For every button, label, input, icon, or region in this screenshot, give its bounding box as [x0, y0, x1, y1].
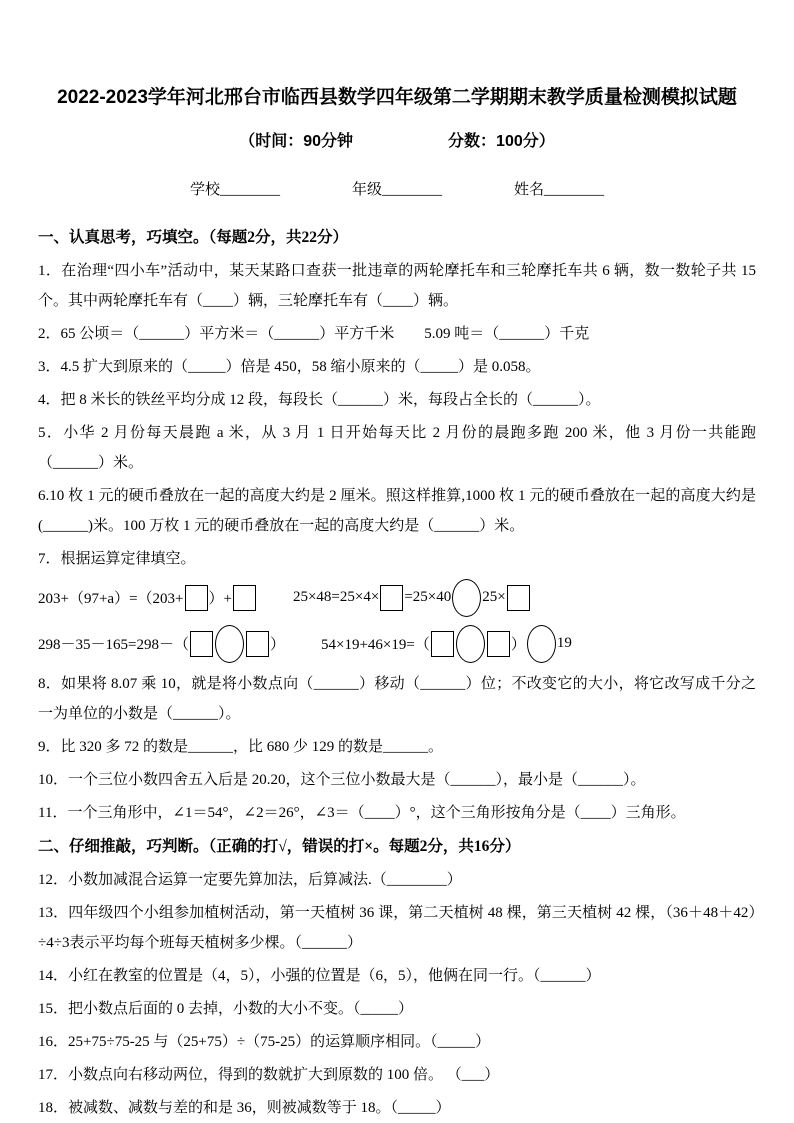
answer-box — [431, 631, 454, 657]
answer-box — [185, 585, 208, 611]
question-17: 17．小数点向右移动两位，得到的数就扩大到原数的 100 倍。 （___） — [38, 1066, 500, 1083]
question-12: 12．小数加减混合运算一定要先算加法，后算减法.（________） — [38, 871, 462, 888]
section-one-title: 一、认真思考，巧填空。（每题2分，共22分） — [38, 228, 349, 246]
exam-meta-line — [38, 128, 756, 151]
question-16: 16．25+75÷75-25 与（25+75）÷（75-25）的运算顺序相同。（_____） — [38, 1033, 491, 1050]
answer-box — [190, 631, 213, 657]
formula-row-2 — [38, 622, 756, 666]
page-title: 2022-2023学年河北邢台市临西县数学四年级第二学期期末教学质量检测模拟试题 — [57, 87, 737, 108]
section-two-title: 二、仔细推敲，巧判断。（正确的打√，错误的打×。每题2分，共16分） — [38, 837, 521, 855]
question-4: 4．把 8 米长的铁丝平均分成 12 段，每段长（______）米，每段占全长的（______）。 — [38, 391, 601, 408]
question-6: 6.10 枚 1 元的硬币叠放在一起的高度大约是 2 厘米。照这样推算,1000 枚 1 元的硬币叠放在一起的高度大约是(______)米。100 万枚 1 元的硬币叠放在一起的高度大约是（______）米。 — [38, 487, 756, 534]
operator-oval — [215, 625, 244, 663]
question-2: 2．65 公顷＝（______）平方米＝（______）平方千米 5.09 吨＝（______）千克 — [38, 325, 590, 342]
question-7: 7．根据运算定律填空。 — [38, 550, 196, 567]
question-3: 3．4.5 扩大到原来的（_____）倍是 450，58 缩小原来的（_____）是 0.058。 — [38, 358, 541, 375]
question-9: 9．比 320 多 72 的数是______，比 680 少 129 的数是______。 — [38, 738, 444, 755]
question-5: 5．小华 2 月份每天晨跑 a 米，从 3 月 1 日开始每天比 2 月份的晨跑多跑 200 米，他 3 月份一共能跑（______）米。 — [38, 424, 756, 471]
question-13: 13．四年级四个小组参加植树活动，第一天植树 36 课，第二天植树 48 棵，第三天植树 42 棵，（36＋48＋42）÷4÷3表示平均每个班每天植树多少棵。（______） — [38, 904, 756, 951]
operator-oval — [527, 625, 556, 663]
school-field: 学校________ — [189, 181, 280, 198]
student-info-line — [38, 178, 756, 199]
formula-row-1 — [38, 576, 756, 620]
formula-1-left: 203+（97+a）=（203+ ）+ — [38, 585, 257, 611]
question-14: 14．小红在教室的位置是（4，5），小强的位置是（6，5），他俩在同一行。（______） — [38, 967, 601, 984]
question-10: 10．一个三位小数四舍五入后是 20.20，这个三位小数最大是（______），最小是（______）。 — [38, 771, 646, 788]
grade-field: 年级________ — [351, 181, 442, 198]
answer-box — [233, 585, 256, 611]
answer-box — [487, 631, 510, 657]
answer-box — [380, 585, 403, 611]
operator-oval — [456, 625, 485, 663]
question-18: 18．被减数、减数与差的和是 36，则被减数等于 18。（_____） — [38, 1099, 451, 1116]
question-1: 1．在治理“四小车”活动中，某天某路口查获一批违章的两轮摩托车和三轮摩托车共 6 辆，数一数轮子共 15 个。其中两轮摩托车有（____）辆，三轮摩托车有（____）辆。 — [38, 262, 756, 309]
total-score-label: 分数：100分） — [448, 132, 555, 150]
formula-2-left: 298－35－165=298－（ ） — [38, 625, 285, 663]
formula-1-right: 25×48=25×4× =25×40 25× — [293, 579, 531, 617]
operator-oval — [452, 579, 481, 617]
question-11: 11．一个三角形中，∠1＝54°，∠2＝26°，∠3＝（____）°，这个三角形按角分是（____）三角形。 — [38, 804, 686, 821]
question-15: 15．把小数点后面的 0 去掉，小数的大小不变。（_____） — [38, 1000, 414, 1017]
name-field: 姓名________ — [514, 181, 605, 198]
time-limit-label: （时间：90分钟 — [239, 132, 354, 150]
formula-2-right: 54×19+46×19=（ ） 19 — [321, 625, 572, 663]
answer-box — [507, 585, 530, 611]
answer-box — [246, 631, 269, 657]
question-8: 8．如果将 8.07 乘 10，就是将小数点向（______）移动（______）位；不改变它的大小，将它改写成千分之一为单位的小数是（______）。 — [38, 675, 756, 722]
